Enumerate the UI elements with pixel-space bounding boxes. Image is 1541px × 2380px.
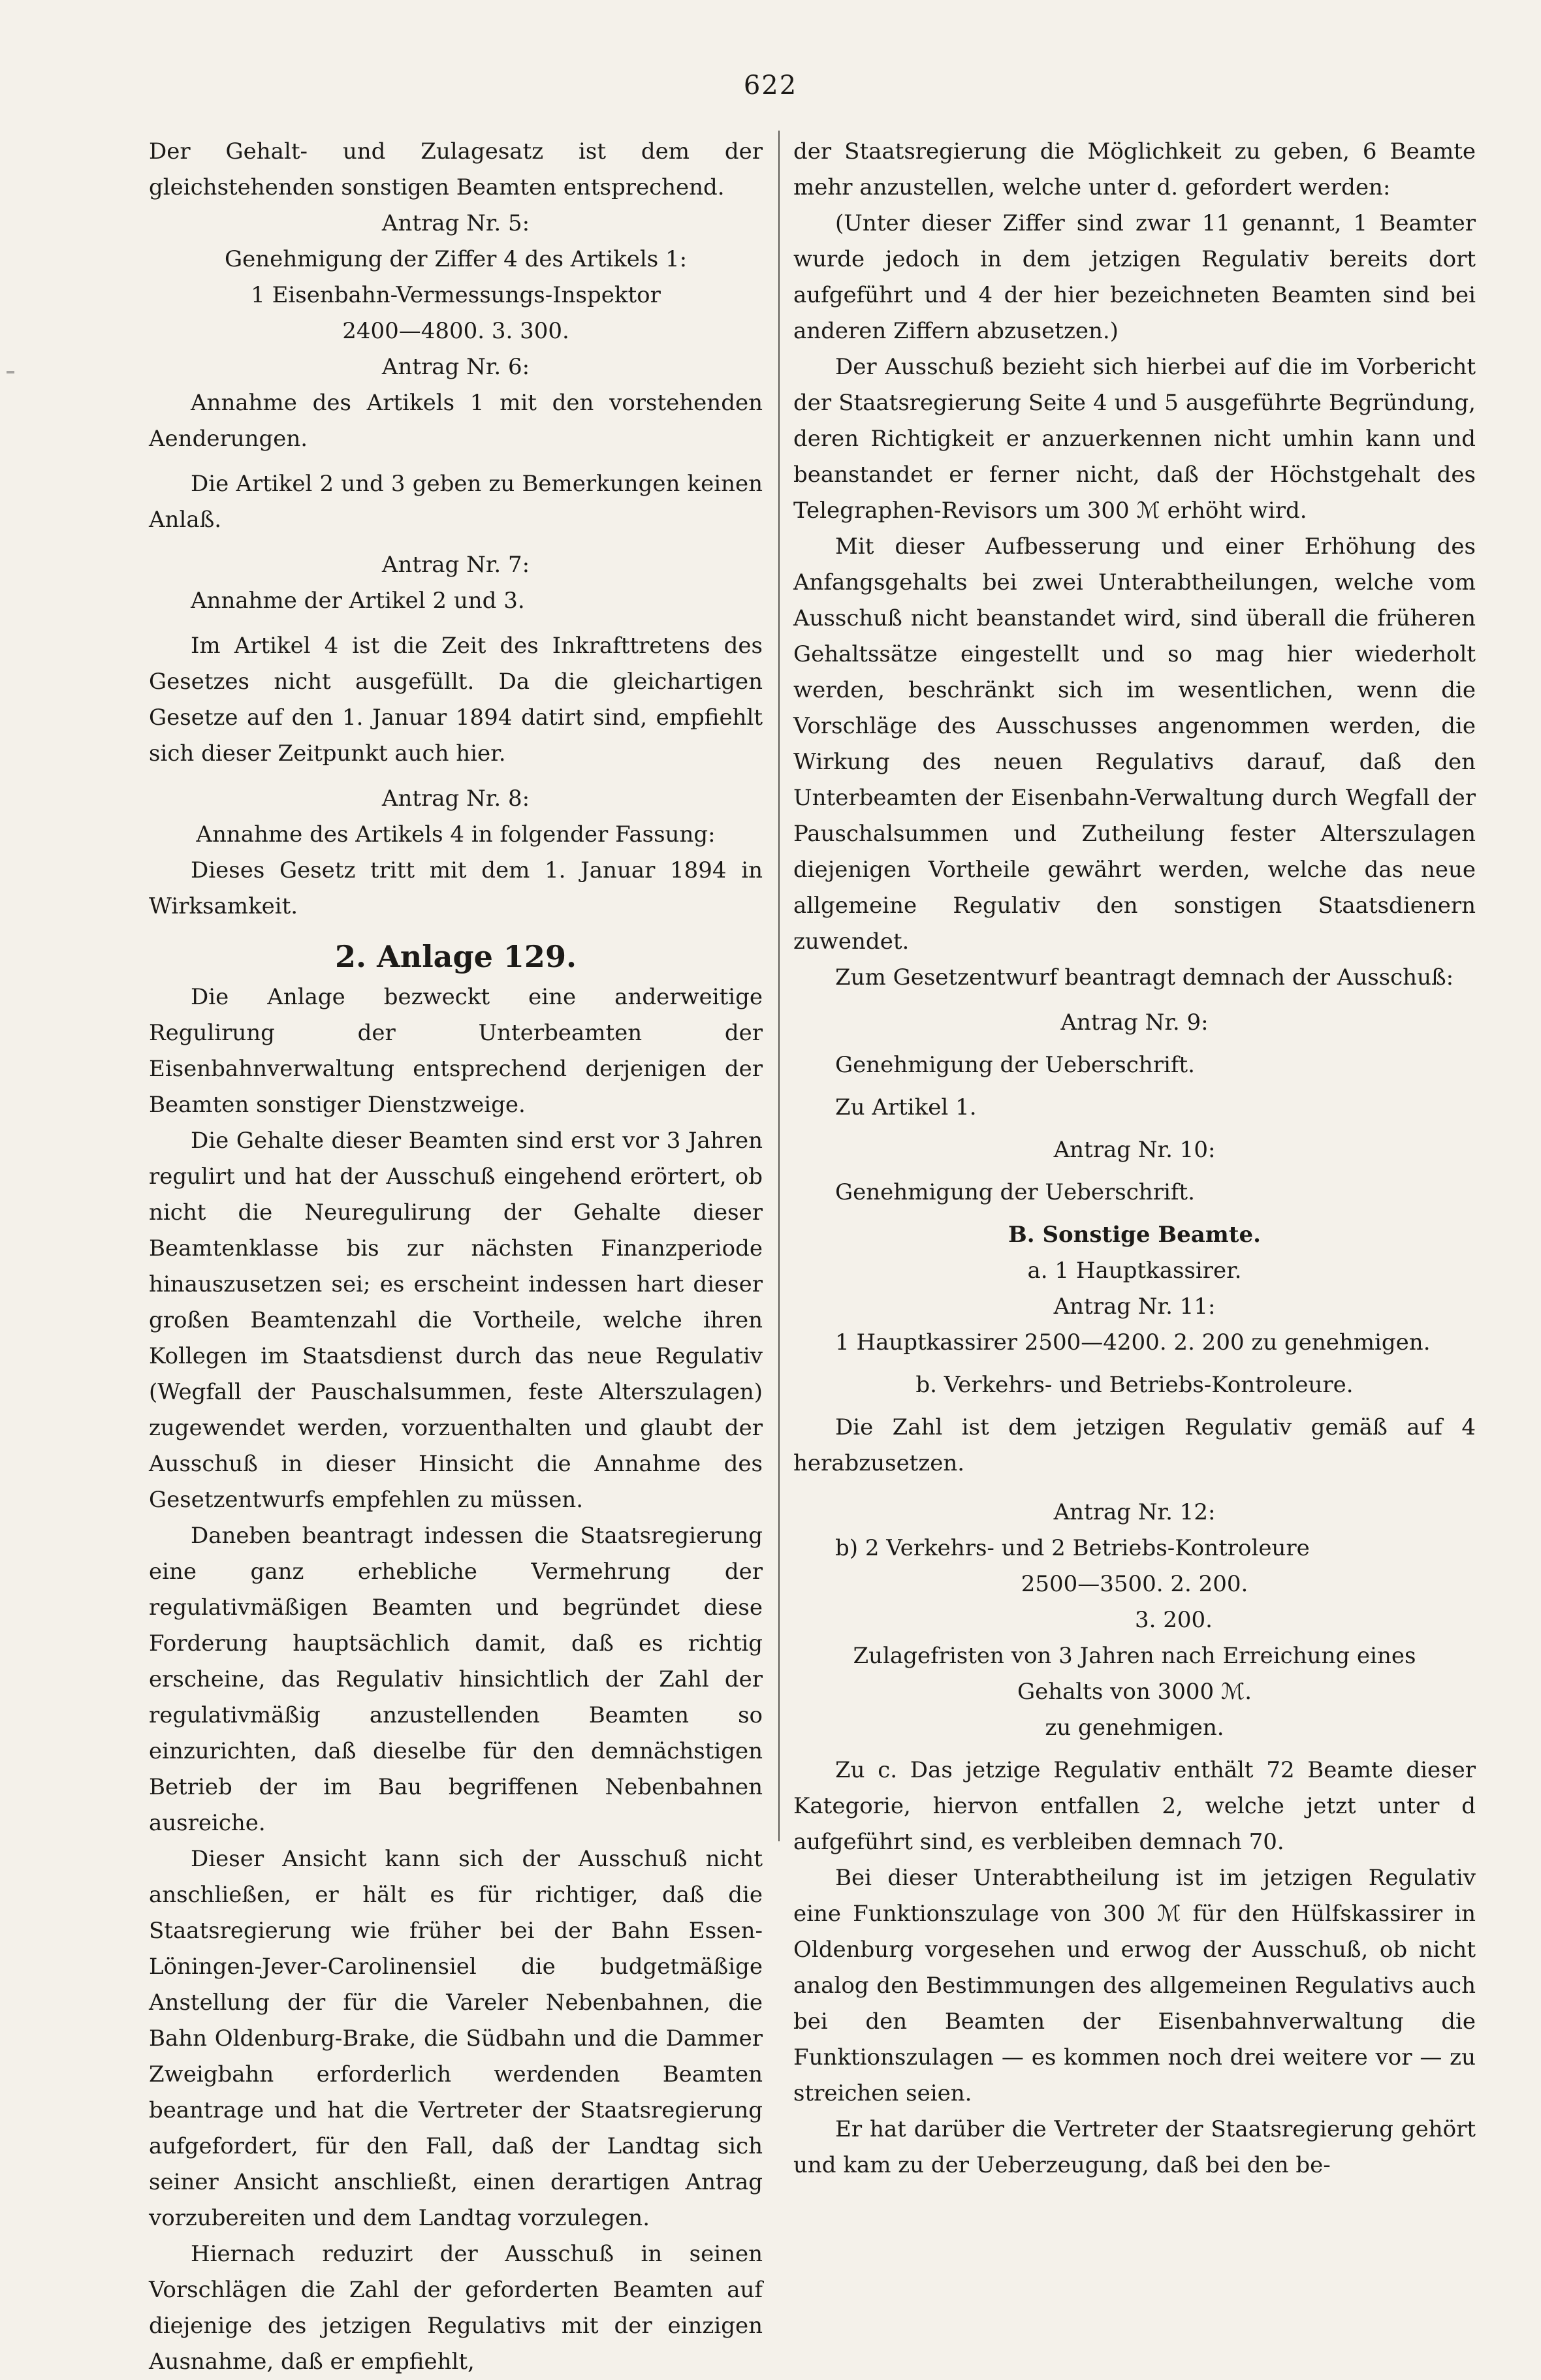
paragraph: (Unter dieser Ziffer sind zwar 11 genannt, 1 Beamter wurde jedoch in dem jetzigen Regulativ bereits dort aufgeführt und 4 der hier bezeichneten Beamten sind bei anderen Ziffern abzusetzen.): [793, 210, 1476, 344]
motion-heading: Antrag Nr. 11:: [1053, 1293, 1216, 1320]
motion-text: 1 Hauptkassirer 2500—4200. 2. 200 zu genehmigen.: [835, 1329, 1431, 1356]
right-column: [793, 134, 1476, 2183]
motion-heading: Antrag Nr. 5:: [381, 210, 530, 236]
margin-mark: [7, 371, 14, 373]
paragraph: Zu c. Das jetzige Regulativ enthält 72 Beamte dieser Kategorie, hiervon entfallen 2, welche jetzt unter d aufgeführt sind, es verbleiben demnach 70.: [793, 1757, 1476, 1855]
motion-text: Zulagefristen von 3 Jahren nach Erreichung eines Gehalts von 3000 ℳ.: [853, 1643, 1416, 1705]
motion-heading: Antrag Nr. 7:: [381, 552, 530, 578]
subsection-heading: a. 1 Hauptkassirer.: [1027, 1258, 1242, 1284]
motion-heading: Antrag Nr. 9:: [1060, 1009, 1209, 1036]
motion-text: 3. 200.: [1135, 1607, 1213, 1633]
paragraph: Mit dieser Aufbesserung und einer Erhöhung des Anfangsgehalts bei zwei Unterabtheilungen, welche vom Ausschuß nicht beanstandet wird, sind überall die früheren Gehaltssätze eingestellt und so mag hier wiederholt werden, beschränkt sich im wesentlichen, wenn die Vorschläge des Ausschusses angenommen werden, die Wirkung des neuen Regulativs darauf, daß den Unterbeamten der Eisenbahn-Verwaltung durch Wegfall der Pauschalsummen und Zutheilung fester Alterszulagen diejenigen Vortheile gewährt werden, welche das neue allgemeine Regulativ den sonstigen Staatsdienern zuwendet.: [793, 533, 1476, 955]
paragraph: Der Ausschuß bezieht sich hierbei auf die im Vorbericht der Staatsregierung Seite 4 und 5 ausgeführte Begründung, deren Richtigkeit er anzuerkennen nicht umhin kann und beanstandet er ferner nicht, daß der Höchstgehalt des Telegraphen-Revisors um 300 ℳ erhöht wird.: [793, 354, 1476, 524]
motion-heading: Antrag Nr. 10:: [1053, 1137, 1216, 1163]
motion-heading: Antrag Nr. 8:: [381, 785, 530, 812]
motion-text: Genehmigung der Ueberschrift.: [835, 1179, 1195, 1205]
motion-text: Annahme der Artikel 2 und 3.: [191, 588, 525, 614]
paragraph: Die Anlage bezweckt eine anderweitige Regulirung der Unterbeamten der Eisenbahnverwaltung entsprechend derjenigen der Beamten sonstiger Dienstzweige.: [149, 984, 763, 1118]
left-column: [149, 134, 763, 2380]
motion-text: Annahme des Artikels 4 in folgender Fassung:: [196, 821, 716, 848]
motion-text: 1 Eisenbahn-Vermessungs-Inspektor: [251, 282, 661, 308]
column-divider: [778, 131, 780, 1841]
article-heading: Zu Artikel 1.: [835, 1094, 977, 1120]
paragraph: Er hat darüber die Vertreter der Staatsregierung gehört und kam zu der Ueberzeugung, daß bei den be-: [793, 2116, 1476, 2178]
section-heading: 2. Anlage 129.: [335, 939, 577, 974]
motion-text: zu genehmigen.: [1045, 1715, 1224, 1741]
paragraph: Im Artikel 4 ist die Zeit des Inkrafttretens des Gesetzes nicht ausgefüllt. Da die gleichartigen Gesetze auf den 1. Januar 1894 datirt sind, empfiehlt sich dieser Zeitpunkt auch hier.: [149, 633, 763, 767]
paragraph: Die Gehalte dieser Beamten sind erst vor 3 Jahren regulirt und hat der Ausschuß eingehend erörtert, ob nicht die Neuregulirung der Gehalte dieser Beamtenklasse bis zur nächsten Finanzperiode hinauszusetzen sei; es erscheint indessen hart dieser großen Beamtenzahl die Vortheile, welche ihren Kollegen im Staatsdienst durch das neue Regulativ (Wegfall der Pauschalsummen, feste Alterszulagen) zugewendet werden, vorzuenthalten und glaubt der Ausschuß in dieser Hinsicht die Annahme des Gesetzentwurfs empfehlen zu müssen.: [149, 1128, 763, 1513]
paragraph: Hiernach reduzirt der Ausschuß in seinen Vorschlägen die Zahl der geforderten Beamten auf diejenige des jetzigen Regulativs mit der einzigen Ausnahme, daß er empfiehlt,: [149, 2241, 763, 2375]
motion-text: Dieses Gesetz tritt mit dem 1. Januar 1894 in Wirksamkeit.: [149, 857, 763, 919]
paragraph: Bei dieser Unterabtheilung ist im jetzigen Regulativ eine Funktionszulage von 300 ℳ für den Hülfskassirer in Oldenburg vorgesehen und erwog der Ausschuß, ob nicht analog den Bestimmungen des allgemeinen Regulativs auch bei den Beamten der Eisenbahnverwaltung die Funktionszulagen — es kommen noch drei weitere vor — zu streichen seien.: [793, 1865, 1476, 2106]
paragraph: Die Zahl ist dem jetzigen Regulativ gemäß auf 4 herabzusetzen.: [793, 1414, 1476, 1476]
paragraph: Der Gehalt- und Zulagesatz ist dem der gleichstehenden sonstigen Beamten entsprechend.: [149, 138, 763, 200]
motion-text: 2400—4800. 3. 300.: [342, 318, 569, 344]
motion-text: Genehmigung der Ueberschrift.: [835, 1052, 1195, 1078]
motion-heading: Antrag Nr. 12:: [1053, 1499, 1216, 1525]
paragraph: Die Artikel 2 und 3 geben zu Bemerkungen keinen Anlaß.: [149, 471, 763, 533]
paragraph: der Staatsregierung die Möglichkeit zu geben, 6 Beamte mehr anzustellen, welche unter d. gefordert werden:: [793, 138, 1476, 200]
paragraph: Daneben beantragt indessen die Staatsregierung eine ganz erhebliche Vermehrung der regulativmäßigen Beamten und begründet diese Forderung hauptsächlich damit, daß es richtig erscheine, das Regulativ hinsichtlich der Zahl der regulativmäßig anzustellenden Beamten so einzurichten, daß dieselbe für den demnächstigen Betrieb der im Bau begriffenen Nebenbahnen ausreiche.: [149, 1523, 763, 1836]
motion-heading: Antrag Nr. 6:: [381, 354, 530, 380]
motion-text: Annahme des Artikels 1 mit den vorstehenden Aenderungen.: [149, 390, 763, 452]
motion-text: 2500—3500. 2. 200.: [1021, 1571, 1248, 1597]
page-number: 622: [743, 71, 798, 101]
motion-text: b) 2 Verkehrs- und 2 Betriebs-Kontroleure: [835, 1535, 1310, 1561]
subsection-heading: b. Verkehrs- und Betriebs-Kontroleure.: [915, 1372, 1354, 1398]
subsection-heading: B. Sonstige Beamte.: [1008, 1222, 1261, 1248]
paragraph: Zum Gesetzentwurf beantragt demnach der Ausschuß:: [835, 964, 1454, 991]
paragraph: Dieser Ansicht kann sich der Ausschuß nicht anschließen, er hält es für richtiger, daß die Staatsregierung wie früher bei der Bahn Essen-Löningen-Jever-Carolinensiel die budgetmäßige Anstellung der für die Vareler Nebenbahnen, die Bahn Oldenburg-Brake, die Südbahn und die Dammer Zweigbahn erforderlich werdenden Beamten beantrage und hat die Vertreter der Staatsregierung aufgefordert, für den Fall, daß der Landtag sich seiner Ansicht anschließt, einen derartigen Antrag vorzubereiten und dem Landtag vorzulegen.: [149, 1846, 763, 2231]
motion-text: Genehmigung der Ziffer 4 des Artikels 1:: [224, 246, 688, 272]
